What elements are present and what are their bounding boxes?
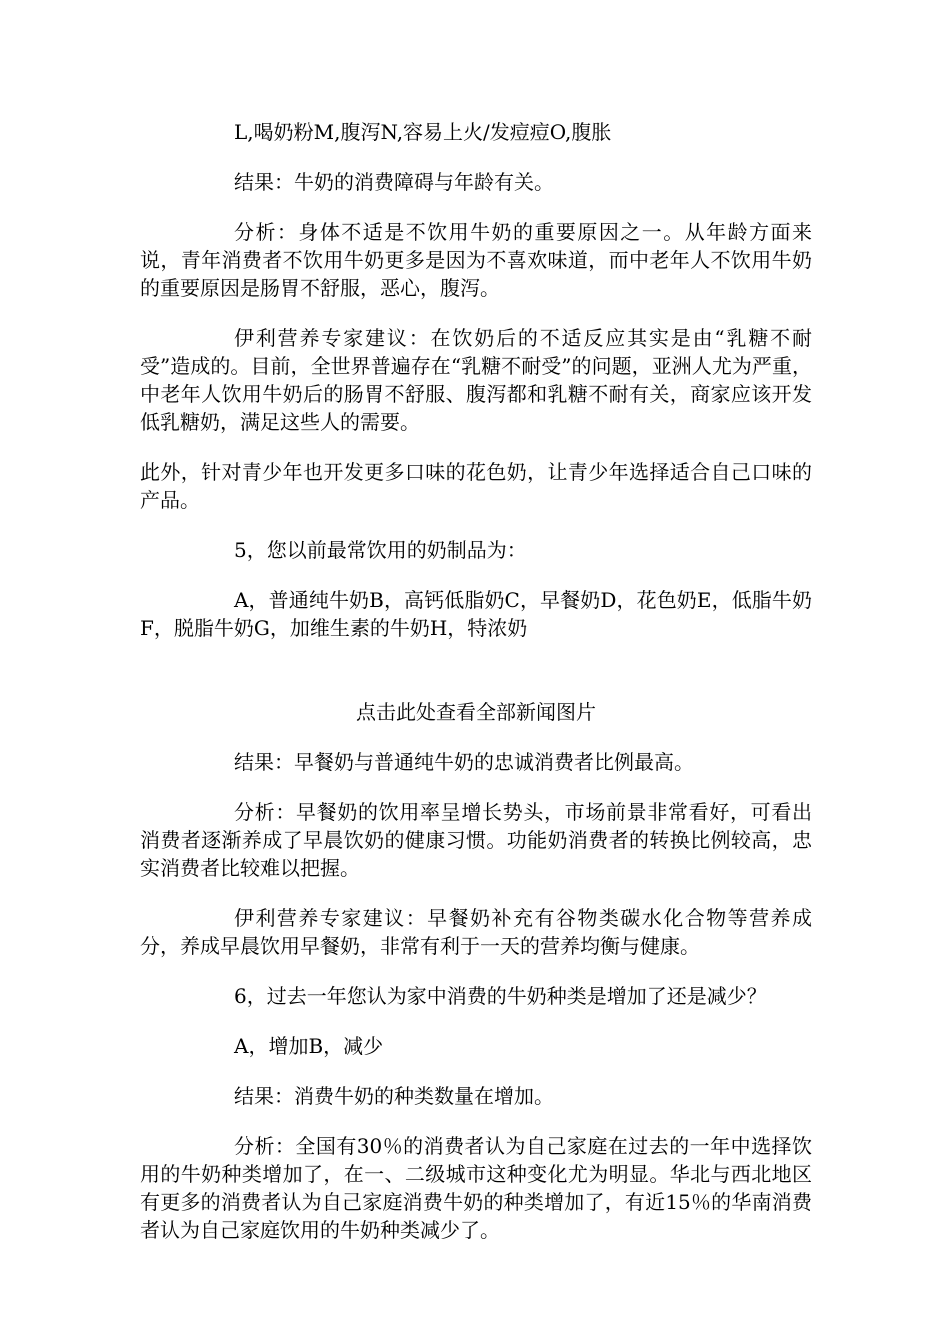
question-5: 5，您以前最常饮用的奶制品为：	[234, 538, 527, 562]
question-6: 6，过去一年您认为家中消费的牛奶种类是增加了还是减少？	[234, 984, 767, 1008]
question-5-options: A，普通纯牛奶B，高钙低脂奶C，早餐奶D，花色奶E，低脂牛奶F，脱脂牛奶G，加维生素的牛奶H，特浓奶	[140, 588, 812, 640]
expert-advice-paragraph: 伊利营养专家建议：早餐奶补充有谷物类碳水化合物等营养成分，养成早晨饮用早餐奶，非常有利于一天的营养均衡与健康。	[140, 906, 812, 958]
question-6-options: A，增加B，减少	[234, 1034, 384, 1058]
result-paragraph: 结果：消费牛奶的种类数量在增加。	[234, 1084, 554, 1108]
analysis-paragraph: 分析：全国有30％的消费者认为自己家庭在过去的一年中选择饮用的牛奶种类增加了，在一、二级城市这种变化尤为明显。华北与西北地区有更多的消费者认为自己家庭消费牛奶的种类增加了，有近15％的华南消费者认为自己家庭饮用的牛奶种类减少了。	[140, 1134, 812, 1242]
analysis-paragraph: 分析：身体不适是不饮用牛奶的重要原因之一。从年龄方面来说，青年消费者不饮用牛奶更多是因为不喜欢味道，而中老年人不饮用牛奶的重要原因是肠胃不舒服，恶心，腹泻。	[140, 220, 812, 300]
news-images-link[interactable]: 点击此处查看全部新闻图片	[356, 700, 596, 724]
expert-advice-paragraph: 伊利营养专家建议：在饮奶后的不适反应其实是由“乳糖不耐受”造成的。目前，全世界普遍存在“乳糖不耐受”的问题，亚洲人尤为严重，中老年人饮用牛奶后的肠胃不舒服、腹泻都和乳糖不耐有关，商家应该开发低乳糖奶，满足这些人的需要。	[140, 326, 812, 434]
result-paragraph: 结果：牛奶的消费障碍与年龄有关。	[234, 170, 554, 194]
document-body	[140, 118, 812, 1266]
additional-advice-paragraph: 此外，针对青少年也开发更多口味的花色奶，让青少年选择适合自己口味的产品。	[140, 460, 812, 512]
options-continued: L,喝奶粉M,腹泻N,容易上火/发痘痘O,腹胀	[234, 120, 612, 144]
analysis-paragraph: 分析：早餐奶的饮用率呈增长势头，市场前景非常看好，可看出消费者逐渐养成了早晨饮奶的健康习惯。功能奶消费者的转换比例较高，忠实消费者比较难以把握。	[140, 800, 812, 880]
result-paragraph: 结果：早餐奶与普通纯牛奶的忠诚消费者比例最高。	[234, 750, 694, 774]
